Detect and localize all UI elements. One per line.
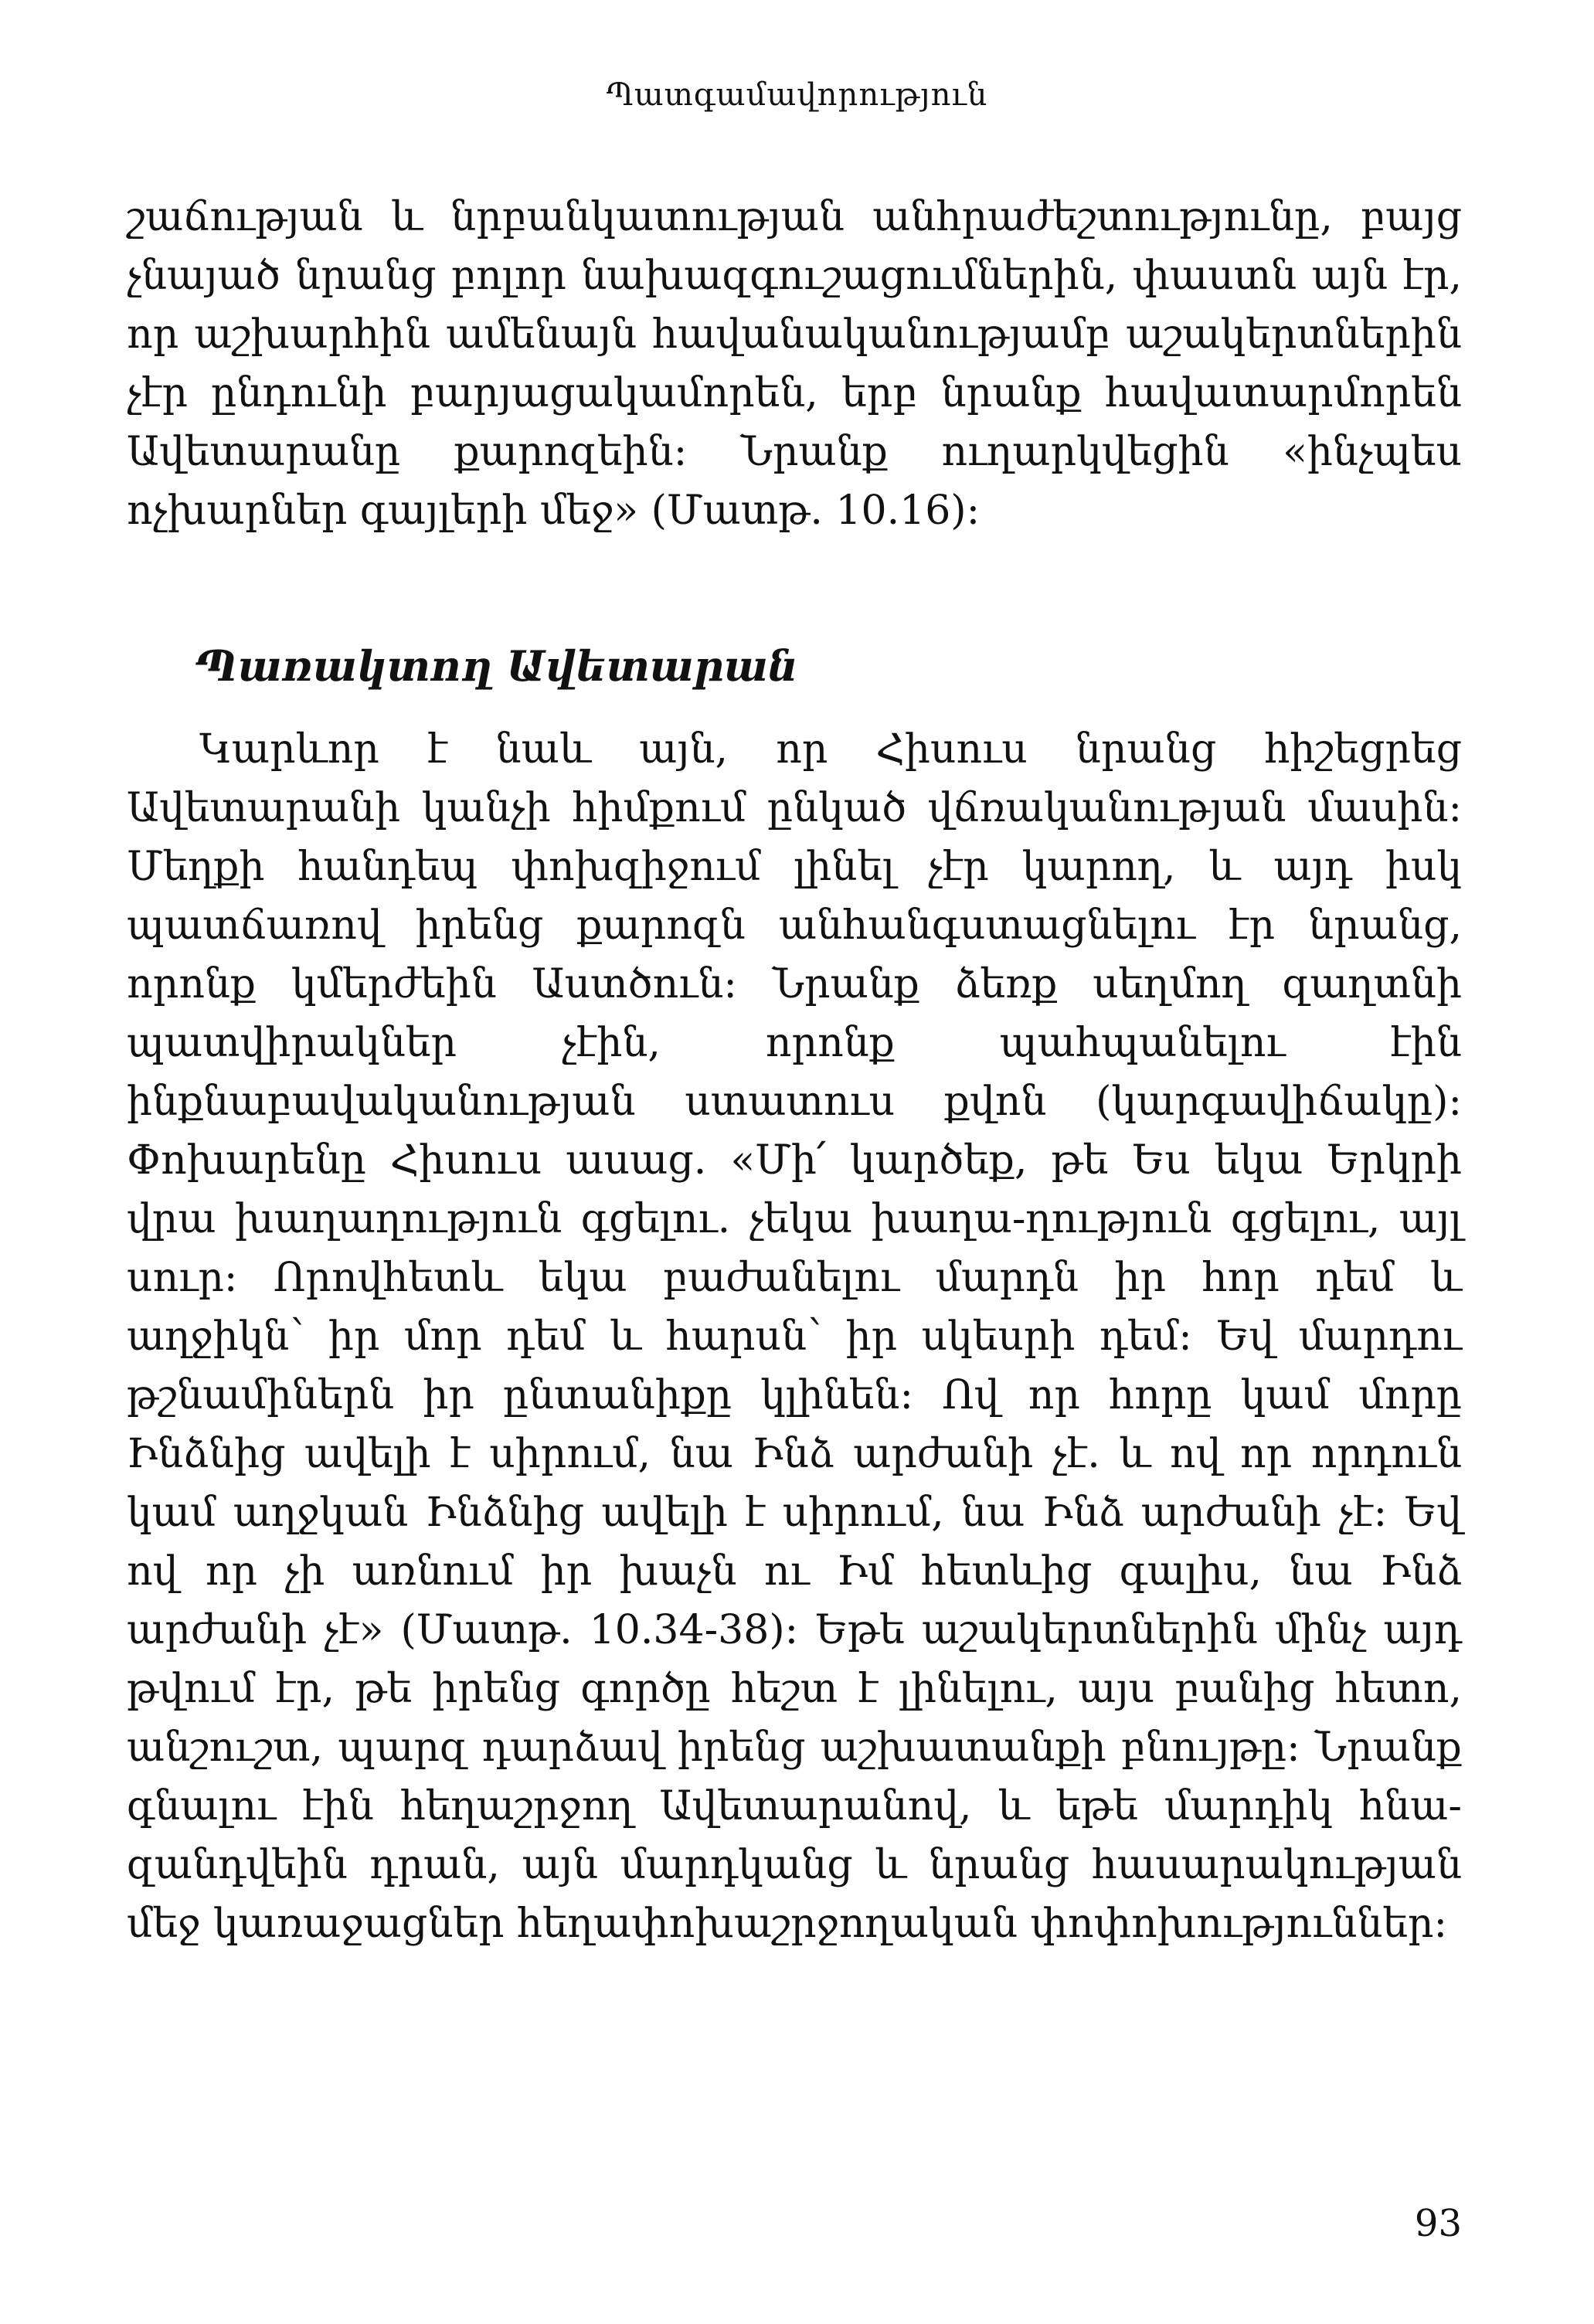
running-head: Պատգամավորություն bbox=[606, 77, 988, 113]
section-heading: Պառակտող Ավետարան bbox=[195, 641, 798, 691]
page-number: 93 bbox=[1414, 2202, 1462, 2245]
body-paragraph-2: Կարևոր է նաև այն, որ Հիսուս նրանց հիշեցրեց Ավետարանի կանչի հիմքում ընկած վճռականության մասին: Մեղքի հանդեպ փոխզիջում լինել չէր կարող, և այդ իսկ պատճառով իրենց քարոզն անհանգստացնելու էր նրանց, որոնք կմերժեին Աստծուն: Նրանք ձեռք սեղմող զաղտնի պատվիրակներ չէին, որոնք պահպանելու էին ինքնաբավականության ստատուս քվոն (կարգավիճակը): Փոխարենը Հիսուս ասաց. «Մի՛ կարծեք, թե Ես եկա Երկրի վրա խաղաղություն գցելու. չեկա խաղա-ղություն գցելու, այլ սուր: Որովհետև եկա բաժանելու մարդն իր հոր դեմ և աղջիկն՝ իր մոր դեմ և հարսն՝ իր սկեսրի դեմ: Եվ մարդու թշնամիներն իր ընտանիքը կլինեն: Ով որ հորը կամ մորը Ինձնից ավելի է սիրում, նա Ինձ արժանի չէ. և ով որ որդուն կամ աղջկան Ինձնից ավելի է սիրում, նա Ինձ արժանի չէ: Եվ ով որ չի առնում իր խաչն ու Իմ հետևից գալիս, նա Ինձ արժանի չէ» (Մատթ. 10.34-38): Եթե աշակերտներին մինչ այդ թվում էր, թե իրենց գործը հեշտ է լինելու, այս բանից հետո, անշուշտ, պարզ դարձավ իրենց աշխատանքի բնույթը: Նրանք գնալու էին հեղաշրջող Ավետարանով, և եթե մարդիկ հնա-զանդվեին դրան, այն մարդկանց և նրանց հասարակության մեջ կառաջացներ հեղափոխաշրջողական փոփոխություններ: bbox=[127, 726, 1462, 1947]
body-paragraph-1: շաճության և նրբանկատության անհրաժեշտությունը, բայց չնայած նրանց բոլոր նախազգուշացումներին, փաստն այն էր, որ աշխարհին ամենայն հավանականությամբ աշակերտներին չէր ընդունի բարյացակամորեն, երբ նրանք հավատարմորեն Ավետարանը քարոզեին: Նրանք ուղարկվեցին «ինչպես ոչխարներ գայլերի մեջ» (Մատթ. 10.16): bbox=[127, 194, 1462, 534]
